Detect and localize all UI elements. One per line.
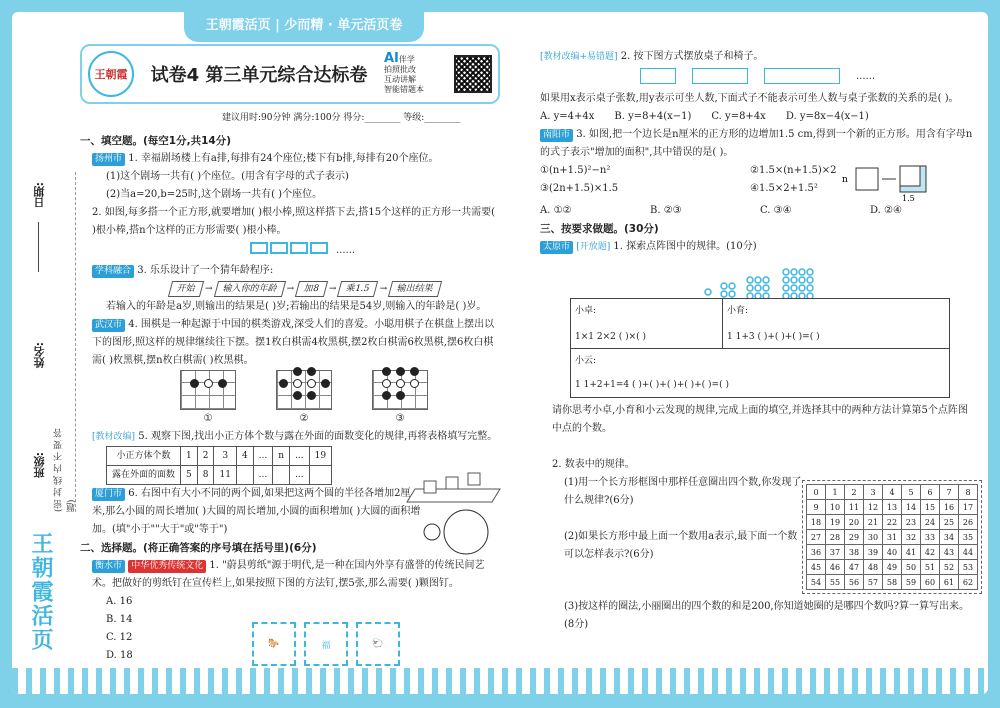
table-cell: 61 xyxy=(940,575,959,590)
table-cell: 52 xyxy=(940,560,959,575)
table-cell: 39 xyxy=(864,545,883,560)
table-cell: 47 xyxy=(845,560,864,575)
culture-tag: 中华优秀传统文化 xyxy=(128,560,206,573)
table-chair-figure xyxy=(640,68,980,86)
go-board-1 xyxy=(180,370,236,428)
q8-options xyxy=(540,108,980,126)
cube-shape xyxy=(424,481,436,493)
label-1-5: 1.5 xyxy=(902,194,915,202)
question-8 xyxy=(540,48,980,66)
table-cell: 62 xyxy=(959,575,978,590)
class-label: 班级: xyxy=(33,452,46,479)
table-cell: 6 xyxy=(921,485,940,500)
q9-item: ①(n+1.5)²−n² xyxy=(540,165,611,176)
exam-sheet xyxy=(12,12,988,694)
table-cell: 20 xyxy=(845,515,864,530)
square-shape xyxy=(290,242,308,254)
option-a[interactable]: A. ①② xyxy=(540,205,572,216)
table-cell: 26 xyxy=(959,515,978,530)
table-cell: 17 xyxy=(959,500,978,515)
option-b[interactable]: B. y=8+4(x−1) xyxy=(614,111,692,122)
number-grid xyxy=(802,480,982,594)
square-shape xyxy=(250,242,268,254)
table-cell xyxy=(236,466,253,485)
q9-item-list xyxy=(540,162,840,202)
region-tag: 衡水市 xyxy=(92,560,125,573)
paper-cut-fu-icon: 福 xyxy=(304,622,348,666)
title-bar xyxy=(80,44,500,104)
option-a[interactable]: A. y=4+4x xyxy=(540,111,595,122)
source-tag: [教材改编] xyxy=(92,432,136,442)
table-cell: 25 xyxy=(940,515,959,530)
white-stone xyxy=(204,379,213,388)
question-text: 4. 围棋是一种起源于中国的棋类游戏,深受人们的喜爱。小聪用棋子在棋盘上摆出以下的图形,照这样的规律继续往下摆。摆1枚白棋需4枚黑棋,摆2枚白棋需6枚黑棋,摆6枚白棋需( )枚黑棋,摆n枚白棋需( )枚黑棋。 xyxy=(92,319,495,366)
table-cell: 2 xyxy=(197,447,214,466)
table-shape xyxy=(764,68,840,84)
matchstick-squares xyxy=(250,242,500,260)
table-cell: 27 xyxy=(807,530,826,545)
question-9 xyxy=(540,126,980,162)
label-n: n xyxy=(842,175,848,185)
white-stone xyxy=(293,379,302,388)
table-cell: 46 xyxy=(826,560,845,575)
table-cell: 5 xyxy=(902,485,921,500)
black-stone xyxy=(218,379,227,388)
table-cell: 1 xyxy=(826,485,845,500)
table-cell: 22 xyxy=(883,515,902,530)
brand-tab: 王朝霞活页 | 少而精 · 单元活页卷 xyxy=(184,12,424,42)
table-cell: 4 xyxy=(236,447,253,466)
table-row xyxy=(807,560,978,575)
black-stone xyxy=(293,367,302,376)
table-shape xyxy=(640,68,676,84)
table-cell: ... xyxy=(290,466,310,485)
flow-step: 输入你的年龄 xyxy=(213,281,285,297)
table-cell: 33 xyxy=(921,530,940,545)
q3-question: 若输入的年龄是a岁,则输出的结果是( )岁;若输出的结果是54岁,则输入的年龄是( )岁。 xyxy=(106,301,487,312)
table-cell: 4 xyxy=(883,485,902,500)
question-11: 2. 数表中的规律。 xyxy=(552,459,635,470)
table-cell: 32 xyxy=(902,530,921,545)
table-cell: 43 xyxy=(940,545,959,560)
table-cell: 51 xyxy=(921,560,940,575)
table-cell: 12 xyxy=(864,500,883,515)
table-cell: 56 xyxy=(845,575,864,590)
logo: 王朝霞 xyxy=(88,51,134,97)
question-text: 1. 幸福剧场楼上有a排,每排有24个座位;楼下有b排,每排有20个座位。 xyxy=(128,153,439,164)
yu-cell xyxy=(723,299,949,349)
q9-item-row xyxy=(540,180,840,198)
flow-step: 开始 xyxy=(168,281,204,297)
zhuo-equation: 1×1 2×2 ( )×( ) xyxy=(575,332,647,342)
yu-label: 小育: xyxy=(727,306,749,316)
arrow-icon: → xyxy=(286,284,295,294)
ellipsis: ...... xyxy=(856,71,876,82)
table-cell: 9 xyxy=(807,500,826,515)
table-cell: 16 xyxy=(940,500,959,515)
table-cell: 60 xyxy=(921,575,940,590)
yun-label: 小云: xyxy=(575,356,597,366)
section-3-title: 三、按要求做题。(30分) xyxy=(540,223,659,235)
arrow-icon: → xyxy=(328,284,337,294)
table-cell: 55 xyxy=(826,575,845,590)
left-column xyxy=(80,132,500,665)
exam-meta: 建议用时:90分钟 满分:100分 得分:________ 等级:________ xyxy=(222,113,461,123)
date-line xyxy=(38,222,39,272)
black-stone xyxy=(410,367,419,376)
number-table xyxy=(806,484,978,590)
go-board-3 xyxy=(372,370,428,428)
table-cell: 59 xyxy=(902,575,921,590)
question-10 xyxy=(540,238,980,256)
table-cell: 45 xyxy=(807,560,826,575)
table-cell: 37 xyxy=(826,545,845,560)
paper-cut-pinned xyxy=(252,622,400,666)
small-circle xyxy=(424,524,440,540)
table-cell xyxy=(273,466,290,485)
flow-step: 乘1.5 xyxy=(337,281,379,297)
question-text: 5. 观察下图,找出小正方体个数与露在外面的面数变化的规律,再将表格填写完整。 xyxy=(138,431,498,442)
q11-part-3: (3)按这样的圈法,小丽圈出的四个数的和是200,你知道她圈的是哪四个数吗?算一算写出来。(8分) xyxy=(564,601,969,630)
option-c[interactable]: C. y=8+4x xyxy=(711,111,766,122)
two-circles-figure xyxy=(420,502,490,562)
board-label: ② xyxy=(299,413,309,424)
question-5 xyxy=(92,428,500,446)
question-text: 1. 探索点阵图中的规律。(10分) xyxy=(613,241,757,252)
arrow-icon: → xyxy=(205,284,213,294)
q1-part-b: (2)当a=20,b=25时,这个剧场一共有( )个座位。 xyxy=(106,189,323,200)
ellipsis: ...... xyxy=(336,245,356,256)
sidebar xyxy=(12,172,76,512)
table-shape xyxy=(692,68,748,84)
seal-note: (密 封 线 内 不 要 答 题) xyxy=(54,428,77,512)
brand-vertical: 王朝霞活页 xyxy=(28,532,54,652)
table-cell: 48 xyxy=(864,560,883,575)
square-growth-figure xyxy=(840,162,940,202)
table-cell: 54 xyxy=(807,575,826,590)
table-cell: 49 xyxy=(883,560,902,575)
question-1 xyxy=(92,150,500,168)
inner-square xyxy=(900,166,920,186)
table-cell: 3 xyxy=(864,485,883,500)
paper-cut-horse-icon: 🐎 xyxy=(252,622,296,666)
right-column xyxy=(540,48,980,256)
table-cell: 30 xyxy=(864,530,883,545)
table-cell: 11 xyxy=(214,466,236,485)
table-row xyxy=(807,575,978,590)
table-cell: 14 xyxy=(902,500,921,515)
dot-pattern-table xyxy=(570,298,950,398)
question-text: 3. 如图,把一个边长是n厘米的正方形的边增加1.5 cm,得到一个新的正方形。用含有字母n的式子表示"增加的面积",其中错误的是( )。 xyxy=(540,129,973,158)
yun-cell xyxy=(571,349,949,397)
q11-part-2: (2)如果长方形中最上面一个数用a表示,最下面一个数可以怎样表示?(6分) xyxy=(564,531,798,560)
table-cell: 31 xyxy=(883,530,902,545)
table-cell: 34 xyxy=(940,530,959,545)
table-cell: 44 xyxy=(959,545,978,560)
table-cell: 53 xyxy=(959,560,978,575)
question-2: 2. 如图,每多搭一个正方形,就要增加( )根小棒,照这样搭下去,搭15个这样的正方形一共需要( )根小棒,搭n个这样的正方形需要( )根小棒。 xyxy=(92,207,496,236)
table-cell: 40 xyxy=(883,545,902,560)
question-3 xyxy=(92,262,500,280)
table-cell: 3 xyxy=(214,447,236,466)
black-stone xyxy=(279,379,288,388)
option-b[interactable]: B. ②③ xyxy=(650,205,682,216)
ai-label: AI xyxy=(384,50,399,66)
platform-shape xyxy=(407,489,500,502)
table-cell: 13 xyxy=(883,500,902,515)
yu-equation: 1 1+3 ( )+( )+( )=( ) xyxy=(727,332,820,342)
table-cell: 19 xyxy=(309,447,331,466)
paper-cut-sheep-icon: 🐑 xyxy=(356,622,400,666)
age-program-flow xyxy=(170,280,500,298)
black-stone xyxy=(321,379,330,388)
question-text: 2. 按下图方式摆放桌子和椅子。 xyxy=(620,51,764,62)
table-cell xyxy=(309,466,331,485)
black-stone xyxy=(382,391,391,400)
question-text: 6. 右图中有大小不同的两个圆,如果把这两个圆的半径各增加2厘米,那么小圆的周长增加( )大圆的周长增加,小圆的面积增加( )大圆的面积增加。(填"小于""大于"或"等于") xyxy=(92,488,421,535)
q9-item: ④1.5×2+1.5² xyxy=(750,183,818,194)
question-text: 3. 乐乐设计了一个猜年龄程序: xyxy=(137,265,274,276)
table-row xyxy=(107,447,332,466)
table-row xyxy=(807,485,978,500)
question-text: 1. "蔚县剪纸"源于明代,是一种在国内外享有盛誉的传统民间艺术。把做好的剪纸钉在宣传栏上,如果按照下图的方法钉,摆5张,那么需要( )颗图钉。 xyxy=(92,560,485,589)
table-cell: 0 xyxy=(807,485,826,500)
white-stone xyxy=(396,379,405,388)
table-cell: 15 xyxy=(921,500,940,515)
black-stone xyxy=(293,391,302,400)
go-board-2 xyxy=(276,370,332,428)
ai-box xyxy=(384,50,454,95)
table-cell: 露在外面的面数 xyxy=(107,466,181,485)
table-cell: 58 xyxy=(883,575,902,590)
page-title: 试卷4 第三单元综合达标卷 xyxy=(150,65,368,86)
qr-code-icon[interactable] xyxy=(454,55,492,93)
zhuo-cell xyxy=(571,299,723,349)
table-cell: 38 xyxy=(845,545,864,560)
table-cell: 1 xyxy=(181,447,198,466)
table-cell: 41 xyxy=(902,545,921,560)
table-cell: 24 xyxy=(921,515,940,530)
ai-line: 智能错题本 xyxy=(384,84,424,94)
black-stone xyxy=(307,367,316,376)
table-row xyxy=(807,515,978,530)
table-cell: 36 xyxy=(807,545,826,560)
flow-step: 输出结果 xyxy=(388,281,442,297)
table-cell: 10 xyxy=(826,500,845,515)
table-cell: 21 xyxy=(864,515,883,530)
option-d[interactable]: D. 18 xyxy=(106,650,133,661)
table-cell: 29 xyxy=(845,530,864,545)
option-c[interactable]: C. ③④ xyxy=(760,205,792,216)
table-cell: ... xyxy=(290,447,310,466)
section-1-title: 一、填空题。(每空1分,共14分) xyxy=(80,135,232,147)
black-stone xyxy=(396,367,405,376)
question-6 xyxy=(92,485,422,539)
ai-line: 拍照批改 xyxy=(384,64,416,74)
zhuo-label: 小卓: xyxy=(575,306,597,316)
q9-item-row xyxy=(540,162,840,180)
table-cell: 11 xyxy=(845,500,864,515)
table-cell: 小正方体个数 xyxy=(107,447,181,466)
small-square xyxy=(856,168,878,190)
q9-options xyxy=(540,202,980,220)
board-label: ③ xyxy=(395,413,405,424)
q9-item: ②1.5×(n+1.5)×2 xyxy=(750,165,837,176)
white-stone xyxy=(307,379,316,388)
table-cell: n xyxy=(273,447,290,466)
q8-question: 如果用x表示桌子张数,用y表示可坐人数,下面式子不能表示可坐人数与桌子张数的关系的是( )。 xyxy=(540,93,959,104)
q10-instruction: 请你思考小卓,小育和小云发现的规律,完成上面的填空,并选择其中的两种方法计算第5个点阵图中点的个数。 xyxy=(552,405,968,434)
option-d[interactable]: D. ②④ xyxy=(870,205,902,216)
question-4 xyxy=(92,316,500,370)
table-cell: ... xyxy=(253,466,273,485)
cube-shape xyxy=(468,473,480,485)
cube-stack-figure xyxy=(402,467,502,507)
bottom-binding-edge xyxy=(12,668,988,694)
region-tag: 厦门市 xyxy=(92,488,125,501)
table-cell: 19 xyxy=(826,515,845,530)
open-tag: [开放题] xyxy=(576,242,611,252)
source-tag: [教材改编+易错题] xyxy=(540,52,618,62)
table-row xyxy=(807,500,978,515)
table-cell: ... xyxy=(253,447,273,466)
region-tag: 太原市 xyxy=(540,241,573,254)
region-tag: 武汉市 xyxy=(92,319,125,332)
dot-pattern-figure xyxy=(702,264,832,298)
table-cell: 28 xyxy=(826,530,845,545)
question-7 xyxy=(92,557,500,593)
table-cell: 8 xyxy=(197,466,214,485)
arrow-icon: → xyxy=(379,284,388,294)
table-cell: 2 xyxy=(845,485,864,500)
board-label: ① xyxy=(203,413,213,424)
table-cell: 35 xyxy=(959,530,978,545)
large-circle xyxy=(444,510,488,554)
ai-line: 互动讲解 xyxy=(384,74,416,84)
table-cell: 5 xyxy=(181,466,198,485)
table-cell: 23 xyxy=(902,515,921,530)
go-boards xyxy=(180,370,500,428)
table-cell: 18 xyxy=(807,515,826,530)
cube-faces-table xyxy=(106,446,332,485)
region-tag: 南阳市 xyxy=(540,129,573,142)
q9-items xyxy=(540,162,980,202)
section-2-title: 二、选择题。(将正确答案的序号填在括号里)(6分) xyxy=(80,542,317,554)
table-cell: 7 xyxy=(940,485,959,500)
table-cell: 8 xyxy=(959,485,978,500)
table-cell: 57 xyxy=(864,575,883,590)
q11-part-1: (1)用一个长方形框图中那样任意圈出四个数,你发现了什么规律?(6分) xyxy=(564,477,802,506)
table-cell: 42 xyxy=(921,545,940,560)
table-row xyxy=(807,545,978,560)
table-cell: 50 xyxy=(902,560,921,575)
option-a[interactable]: A. 16 xyxy=(106,596,133,607)
flow-step: 加8 xyxy=(295,281,328,297)
black-stone xyxy=(396,391,405,400)
date-label: 日期: xyxy=(33,182,46,209)
cube-shape xyxy=(446,477,458,489)
q1-part-a: (1)这个剧场一共有( )个座位。(用含有字母的式子表示) xyxy=(106,171,349,182)
white-stone xyxy=(410,379,419,388)
yun-equation: 1 1+2+1=4 ( )+( )+( )+( )+( )=( ) xyxy=(575,380,729,390)
region-tag: 扬州市 xyxy=(92,153,125,166)
table-row xyxy=(807,530,978,545)
black-stone xyxy=(190,379,199,388)
black-stone xyxy=(382,367,391,376)
table-row xyxy=(107,466,332,485)
option-b[interactable]: B. 14 xyxy=(106,614,133,625)
black-stone xyxy=(307,391,316,400)
subject-tag: 学科融合 xyxy=(92,265,134,278)
q9-item: ③(2n+1.5)×1.5 xyxy=(540,183,619,194)
white-stone xyxy=(382,379,391,388)
square-shape xyxy=(310,242,328,254)
name-label: 姓名: xyxy=(33,342,46,369)
ai-sub: 伴学 xyxy=(398,54,415,64)
option-d[interactable]: D. y=8x−4(x−1) xyxy=(785,111,869,122)
option-c[interactable]: C. 12 xyxy=(106,632,133,643)
square-shape xyxy=(270,242,288,254)
